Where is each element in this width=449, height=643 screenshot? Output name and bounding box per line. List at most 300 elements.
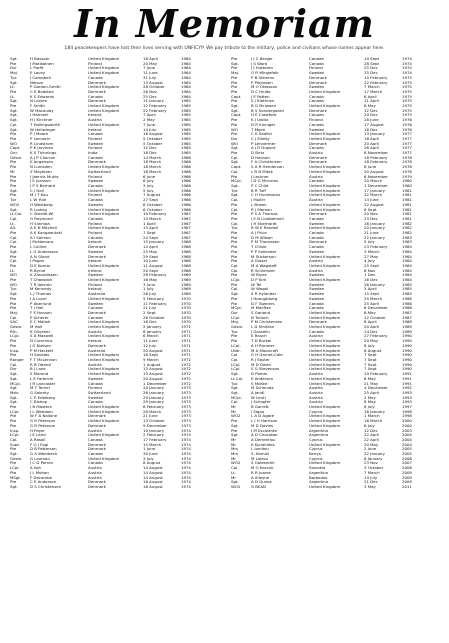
entry-rank: Sgt. — [10, 292, 18, 297]
entry-name: H Savidas — [30, 353, 50, 358]
entry-date: 7 August — [143, 193, 161, 198]
entry-rank: LCpl. — [10, 433, 20, 438]
entry-rank: Pte — [231, 85, 238, 90]
entry-country: United Kingdom — [309, 423, 341, 428]
entry-date: 11 June — [143, 339, 158, 344]
entry-name: G R Peterson — [30, 423, 56, 428]
entry-rank: Gdsm. — [10, 325, 23, 330]
entry-rank: Insp. — [10, 348, 20, 353]
entry-year: 1984 — [402, 263, 412, 268]
entry-name: W Lentl — [251, 395, 266, 400]
entry-date: 26 January — [364, 282, 385, 287]
entry-rank: Sgt. — [10, 99, 18, 104]
entry-date: 4 December — [364, 386, 388, 391]
entry-date: 12 February — [143, 104, 167, 109]
entry-year: 1975 — [402, 75, 412, 80]
entry-name: A Demetriou — [251, 437, 276, 442]
entry-year: 1966 — [181, 188, 191, 193]
entry-name: G Raymond — [30, 216, 53, 221]
entry-rank: Gdsm. — [231, 325, 244, 330]
entry-country: Denmark — [88, 99, 106, 104]
entry-name: P Scherer — [30, 315, 49, 320]
entry-country: Argentina — [309, 433, 328, 438]
entry-date: 4 July — [364, 259, 375, 264]
roll-of-honour — [10, 57, 440, 641]
entry-year: 1981 — [402, 198, 412, 203]
entry-country: United Kingdom — [309, 207, 341, 212]
entry-name: B J Lane — [30, 367, 46, 372]
entry-country: Austria — [88, 428, 102, 433]
entry-country: United Kingdom — [88, 409, 120, 414]
entry-country: Canada — [88, 198, 103, 203]
entry-country: United Kingdom — [309, 325, 341, 330]
entry-country: Canada — [88, 437, 103, 442]
entry-year: 1977 — [402, 146, 412, 151]
entry-country: United Kingdom — [309, 405, 341, 410]
entry-country: Denmark — [88, 254, 106, 259]
entry-country: United Kingdom — [88, 226, 120, 231]
entry-name: M J T Kau — [30, 193, 48, 198]
entry-country: Austria — [88, 470, 102, 475]
entry-country: Canada — [309, 113, 324, 118]
entry-rank: Sgt. — [231, 423, 239, 428]
entry-date: 10 January — [143, 428, 164, 433]
entry-date: 23 Dec — [364, 216, 378, 221]
entry-year: 1981 — [402, 188, 412, 193]
entry-date: 21 June — [364, 231, 379, 236]
entry-rank: LCpl. — [231, 343, 241, 348]
entry-name: A Rasoll — [30, 437, 46, 442]
entry-country: Sweden — [309, 127, 325, 132]
entry-country: Canada — [309, 99, 324, 104]
entry-date: 2 May — [364, 395, 376, 400]
entry-country: United Kingdom — [309, 278, 341, 283]
entry-name: R Lindstrom — [30, 141, 54, 146]
entry-country: United Kingdom — [88, 212, 120, 217]
entry-rank: Sgt. — [10, 372, 18, 377]
entry-name: C Steelle-Wi — [30, 212, 54, 217]
entry-year: 2011 — [402, 484, 412, 489]
entry-date: 29 January — [143, 395, 164, 400]
entry-rank: Pte — [10, 301, 17, 306]
entry-rank: Cpl. — [10, 437, 18, 442]
entry-country: United Kingdom — [309, 348, 341, 353]
entry-country: United Kingdom — [309, 254, 341, 259]
entry-country: Canada — [88, 94, 103, 99]
entry-rank: Capt. — [231, 165, 242, 170]
entry-name: P S A Thomas — [251, 212, 278, 217]
entry-date: 1 March — [364, 414, 380, 419]
entry-name: J Matikainen — [30, 61, 54, 66]
entry-country: United Kingdom — [88, 358, 120, 362]
entry-rank: MCpl. — [231, 395, 242, 400]
entry-name: L A D Agate — [251, 414, 274, 419]
entry-date: 13 January — [364, 132, 385, 137]
entry-country: Austria — [309, 174, 323, 179]
entry-year: 1965 — [181, 141, 191, 146]
entry-country: Denmark — [88, 310, 106, 315]
entry-country: Finland — [88, 61, 102, 66]
entry-year: 1974 — [181, 470, 191, 475]
entry-name: W Blyez — [251, 273, 267, 278]
entry-date: 20 May — [143, 61, 158, 66]
left-column — [10, 57, 220, 490]
entry-rank: Pte — [231, 132, 238, 137]
entry-year: 1976 — [402, 127, 412, 132]
entry-rank: Cpl. — [231, 400, 239, 405]
intro-text: 184 peacekeepers have lost their lives serving with UNFICYP. We pay tribute to the military, police and civilians whose names appear here. — [64, 46, 385, 51]
entry-year: 1985 — [402, 292, 412, 297]
entry-date: 22 February — [143, 108, 167, 113]
entry-date: 7 June — [143, 66, 156, 71]
entry-rank: Pte — [231, 419, 238, 424]
entry-date: 6 March — [143, 334, 159, 339]
entry-country: Sweden — [309, 282, 325, 287]
entry-name: T R Jokinen — [30, 282, 52, 287]
entry-year: 1990 — [402, 362, 412, 367]
entry-year: 1981 — [402, 202, 412, 207]
entry-name: D C Hiulte — [251, 89, 271, 94]
entry-country: Ireland — [88, 287, 102, 292]
entry-rank: Sgt. — [10, 452, 18, 457]
entry-year: 1973 — [181, 395, 191, 400]
entry-name: J C D Perron — [30, 461, 54, 466]
entry-rank: Gdsm. — [10, 155, 23, 160]
entry-rank: Pte — [231, 99, 238, 104]
entry-rank: Pte — [10, 263, 17, 268]
entry-year: 1970 — [181, 301, 191, 306]
entry-year: 2005 — [402, 447, 412, 452]
entry-year: 1984 — [402, 268, 412, 273]
entry-date: 1 July — [143, 287, 154, 292]
entry-rank: WO — [231, 141, 238, 146]
entry-date: 25 Dec — [364, 71, 378, 76]
entry-country: Barbados — [309, 475, 328, 480]
entry-name: A Jandl — [251, 390, 265, 395]
entry-date: 6 May — [364, 310, 376, 315]
entry-name: A D Quiroz — [251, 480, 272, 485]
entry-date: 25 April — [364, 301, 380, 306]
entry-date: 7 June — [143, 122, 156, 127]
entry-name: A Iioh — [30, 466, 41, 471]
entry-rank: Dvr — [10, 66, 17, 71]
entry-country: United Kingdom — [88, 108, 120, 113]
entry-name: E Andersen — [251, 376, 274, 381]
entry-name: T Hollingsworth — [30, 122, 61, 127]
entry-name: J J Hutteren — [251, 66, 273, 71]
entry-rank: LCpl. — [231, 315, 241, 320]
entry-rank: Pte — [10, 353, 17, 358]
entry-name: M T Tervel — [30, 386, 50, 391]
entry-rank: Pte — [10, 89, 17, 94]
entry-rank: Cpl. — [231, 353, 239, 358]
entry-name: C J Elletty — [251, 136, 270, 141]
entry-country: Austria — [309, 372, 323, 377]
entry-rank: Pte — [10, 447, 17, 452]
entry-year: 1979 — [402, 174, 412, 179]
entry-year: 1967 — [181, 235, 191, 240]
entry-date: 11 January — [143, 99, 164, 104]
entry-date: 1 Dec — [364, 273, 376, 278]
entry-name: D M Wilson — [251, 235, 273, 240]
entry-rank: WO — [10, 273, 17, 278]
entry-rank: Pte — [231, 174, 238, 179]
entry-country: United Kingdom — [309, 339, 341, 344]
entry-year: 1977 — [402, 141, 412, 146]
entry-date: 17 February — [143, 437, 167, 442]
entry-date: 2 June — [364, 447, 377, 452]
entry-name: A D Chocobar — [251, 433, 278, 438]
entry-date: 20 Dec — [364, 113, 378, 118]
entry-rank: Mr — [231, 405, 236, 410]
entry-date: 6 April — [364, 94, 377, 99]
entry-date: 7 Sept — [364, 358, 377, 362]
entry-rank: Sgt. — [10, 127, 18, 132]
entry-date: 14 Dec — [364, 329, 378, 334]
entry-name: P P Sallender — [251, 249, 277, 254]
entry-country: United Kingdom — [309, 315, 341, 320]
entry-date: 6 April — [364, 320, 377, 325]
entry-date: 25 April — [364, 390, 380, 395]
entry-year: 1974 — [181, 433, 191, 438]
entry-country: United Kingdom — [309, 484, 341, 489]
entry-country: United Kingdom — [309, 89, 341, 94]
entry-date: 31 July — [143, 75, 157, 80]
entry-name: K S Edwards — [30, 94, 55, 99]
entry-name: D Cummins — [30, 339, 53, 344]
entry-country: United Kingdom — [88, 57, 120, 61]
entry-date: 20 April — [364, 141, 380, 146]
entry-name: S G Stevenson — [251, 367, 280, 372]
entry-year: 1980 — [402, 183, 412, 188]
entry-country: Canada — [88, 75, 103, 80]
entry-year: 1976 — [402, 118, 412, 123]
entry-rank: Sgt. — [231, 104, 239, 109]
entry-country: Denmark — [309, 155, 327, 160]
entry-year: 1966 — [181, 155, 191, 160]
entry-rank: Tpr. — [10, 75, 18, 80]
entry-country: Austria — [309, 395, 323, 400]
entry-name: J M Escalante — [251, 428, 277, 433]
entry-country: United Kingdom — [309, 367, 341, 372]
entry-rank: Pte — [231, 282, 238, 287]
entry-rank: LCpl. — [231, 367, 241, 372]
entry-country: Canada — [88, 452, 103, 457]
entry-rank: Sgt. — [231, 193, 239, 198]
entry-rank: Pte — [10, 414, 17, 419]
entry-rank: Tpr. — [231, 329, 239, 334]
entry-rank: Cpl. — [10, 122, 18, 127]
entry-name: P Pihjessen — [251, 80, 273, 85]
entry-year: 1970 — [181, 320, 191, 325]
entry-rank: Lt. — [231, 470, 236, 475]
entry-year: 2007 — [402, 461, 412, 466]
entry-country: United Kingdom — [309, 442, 341, 447]
entry-country: Denmark — [88, 80, 106, 85]
entry-rank: Sgt. — [10, 386, 18, 391]
entry-name: A Glaser — [251, 259, 268, 264]
entry-country: Denmark — [88, 160, 106, 165]
entry-date: 7 April — [143, 113, 156, 118]
entry-date: 6 May — [364, 376, 376, 381]
entry-date: 12 October — [364, 315, 386, 320]
entry-rank: WO2 — [231, 484, 241, 489]
entry-country: Finland — [88, 174, 102, 179]
entry-name: F A Christensen — [251, 160, 282, 165]
entry-rank: Pte — [231, 122, 238, 127]
entry-date: 17 March — [364, 89, 383, 94]
entry-name: N Lumsden — [30, 165, 52, 170]
entry-year: 1975 — [402, 89, 412, 94]
entry-rank: Cpl. — [10, 259, 18, 264]
entry-country: Austria — [88, 475, 102, 480]
entry-rank: Pte — [10, 278, 17, 283]
entry-date: 20 August — [364, 169, 384, 174]
entry-year: 1969 — [181, 278, 191, 283]
entry-name: M D Owen — [251, 362, 271, 367]
entry-year: 1968 — [181, 245, 191, 250]
entry-year: 1990 — [402, 348, 412, 353]
entry-rank: WO2 — [10, 202, 20, 207]
entry-date: 6 May — [364, 104, 376, 109]
entry-rank: Tpr. — [231, 381, 239, 386]
entry-rank: Cpl. — [10, 362, 18, 367]
entry-name: M Loizou — [251, 456, 269, 461]
entry-name: T J Hall — [30, 306, 44, 311]
entry-country: Austria — [309, 151, 323, 156]
entry-rank: Sgt. — [10, 108, 18, 113]
entry-rank: Sgt. — [231, 61, 239, 66]
entry-date: 6 January — [364, 456, 383, 461]
entry-year: 2008 — [402, 466, 412, 471]
entry-country: Sweden — [309, 71, 325, 76]
entry-rank: LCpl. — [10, 466, 20, 471]
entry-rank: Sgt. — [10, 400, 18, 405]
entry-year: 1990 — [402, 334, 412, 339]
entry-country: United Kingdom — [309, 226, 341, 231]
entry-year: 1991 — [402, 381, 412, 386]
entry-name: K Oliveher — [30, 329, 51, 334]
entry-country: Canada — [309, 245, 324, 250]
entry-name: J E N Lindbelmell — [251, 216, 284, 221]
entry-year: 1974 — [181, 475, 191, 480]
entry-name: G A Wembeck — [30, 452, 58, 457]
entry-date: 25 Dec — [364, 66, 378, 71]
entry-country: United Kingdom — [88, 122, 120, 127]
entry-year: 1966 — [181, 183, 191, 188]
entry-date: 3 March — [364, 249, 380, 254]
entry-year: 1974 — [402, 57, 412, 61]
entry-year: 1975 — [402, 108, 412, 113]
entry-date: 21 Dec — [364, 480, 378, 485]
entry-name: R Schleinzer — [251, 268, 276, 273]
entry-year: 1978 — [402, 165, 412, 170]
entry-rank: Capt. — [10, 146, 21, 151]
entry-year: 1991 — [402, 372, 412, 377]
entry-year: 1967 — [181, 226, 191, 231]
entry-name: R Byrne — [30, 268, 46, 273]
entry-rank: Pte — [10, 461, 17, 466]
entry-rank: A/L — [10, 226, 17, 231]
entry-rank: Cpl. — [10, 216, 18, 221]
entry-country: Ireland — [88, 268, 102, 273]
entry-rank: Pte — [10, 179, 17, 184]
entry-date: 5 July — [364, 240, 375, 245]
entry-rank: Pte — [231, 273, 238, 278]
entry-country: Sweden — [88, 395, 104, 400]
entry-name: S R Hylander — [251, 292, 277, 297]
entry-country: Sweden — [309, 221, 325, 226]
entry-country: Denmark — [88, 343, 106, 348]
entry-rank: Cpl. — [10, 240, 18, 245]
entry-year: 1991 — [402, 376, 412, 381]
entry-name: J P S Bernard — [30, 183, 56, 188]
entry-year: 1966 — [181, 198, 191, 203]
entry-rank: Cpl. — [231, 155, 239, 160]
entry-year: 1981 — [402, 216, 412, 221]
entry-rank: Lt.Col. — [231, 376, 244, 381]
entry-country: United Kingdom — [309, 353, 341, 358]
entry-rank: Ranger — [10, 358, 24, 362]
entry-name: G R Peterson — [30, 419, 56, 424]
entry-date: 18 February — [364, 155, 388, 160]
entry-name: K S Thinnings — [30, 151, 57, 156]
entry-rank: Mrs — [231, 447, 238, 452]
entry-rank: Pte — [231, 80, 238, 85]
entry-date: 8 June — [364, 165, 377, 170]
entry-year: 1984 — [402, 245, 412, 250]
entry-rank: MCpl. — [10, 381, 21, 386]
entry-name: A E N Mitchell — [30, 226, 57, 231]
entry-name: Z Mayblom — [30, 169, 52, 174]
entry-country: Kenya — [309, 452, 321, 457]
entry-date: 25 Dec — [143, 94, 157, 99]
entry-country: Ireland — [88, 339, 102, 344]
entry-rank: Cpl. — [231, 287, 239, 292]
entry-year: 1966 — [181, 174, 191, 179]
entry-date: 17 August — [364, 122, 384, 127]
entry-date: 2 May — [143, 118, 155, 123]
entry-year: 1971 — [181, 353, 191, 358]
entry-name: H Bassam — [30, 57, 50, 61]
entry-year: 1966 — [181, 207, 191, 212]
entry-name: M Schmude — [251, 386, 274, 391]
entry-country: Sweden — [88, 202, 104, 207]
entry-rank: WO — [10, 141, 17, 146]
entry-year: 1975 — [402, 80, 412, 85]
entry-country: United Kingdom — [309, 263, 341, 268]
entry-date: 5 October — [143, 136, 163, 141]
entry-date: 12 Dec — [143, 146, 157, 151]
entry-name: J D G McInnes — [251, 179, 278, 184]
entry-name: M Kennedy — [30, 287, 52, 292]
entry-year: 1987 — [402, 315, 412, 320]
entry-name: W Tel — [251, 282, 262, 287]
entry-year: 1972 — [181, 362, 191, 367]
entry-rank: WO — [10, 282, 17, 287]
entry-date: 14 March — [143, 155, 162, 160]
entry-country: Australia — [88, 292, 106, 297]
entry-country: Austria — [309, 400, 323, 405]
entry-name: G H Garnet-Cole — [251, 353, 283, 358]
entry-country: Finland — [88, 193, 102, 198]
entry-name: N Larsen — [30, 99, 48, 104]
entry-rank: Dvr — [231, 136, 238, 141]
entry-name: D Birtz — [251, 151, 265, 156]
entry-rank: Sgt. — [231, 372, 239, 377]
entry-name: A Alleyne — [251, 475, 270, 480]
entry-date: 16 Dec — [364, 278, 378, 283]
